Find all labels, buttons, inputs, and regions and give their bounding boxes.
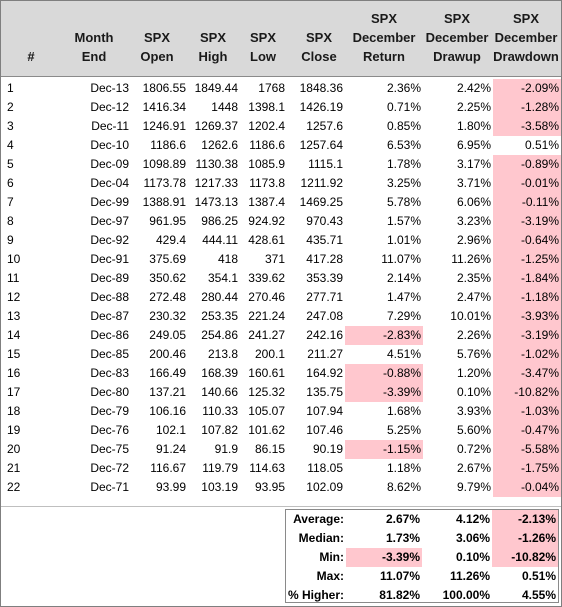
cell-num: 6 xyxy=(7,176,14,190)
cell-low: 241.27 xyxy=(248,328,285,342)
cell-low: 221.24 xyxy=(248,309,285,323)
cell-low: 924.92 xyxy=(248,214,285,228)
summary-up: 100.00% xyxy=(442,588,490,602)
cell-up: 3.23% xyxy=(456,214,491,228)
cell-ret: 1.47% xyxy=(386,290,421,304)
cell-open: 137.21 xyxy=(149,385,186,399)
cell-ret: 2.14% xyxy=(386,271,421,285)
cell-num: 3 xyxy=(7,119,14,133)
cell-open: 166.49 xyxy=(149,366,186,380)
table-row xyxy=(1,478,561,497)
cell-low: 1387.4 xyxy=(248,195,285,209)
table-row xyxy=(1,345,561,364)
cell-high: 280.44 xyxy=(201,290,238,304)
cell-up: 5.76% xyxy=(456,347,491,361)
cell-open: 93.99 xyxy=(155,480,186,494)
cell-ret: 2.36% xyxy=(386,81,421,95)
cell-num: 7 xyxy=(7,195,14,209)
cell-num: 14 xyxy=(7,328,21,342)
cell-open: 1806.55 xyxy=(142,81,186,95)
cell-close: 435.71 xyxy=(306,233,343,247)
cell-month: Dec-87 xyxy=(90,309,129,323)
cell-ret: 0.85% xyxy=(386,119,421,133)
cell-down: -3.93% xyxy=(493,307,561,326)
header-line: December xyxy=(425,30,489,45)
cell-open: 200.46 xyxy=(149,347,186,361)
cell-down: -1.02% xyxy=(493,345,561,364)
cell-up: 1.80% xyxy=(456,119,491,133)
cell-ret: 5.25% xyxy=(386,423,421,437)
cell-ret: 4.51% xyxy=(386,347,421,361)
cell-close: 107.94 xyxy=(306,404,343,418)
cell-close: 1257.64 xyxy=(299,138,343,152)
cell-high: 253.35 xyxy=(201,309,238,323)
cell-month: Dec-92 xyxy=(90,233,129,247)
cell-high: 254.86 xyxy=(201,328,238,342)
cell-close: 417.28 xyxy=(306,252,343,266)
cell-num: 16 xyxy=(7,366,21,380)
cell-num: 8 xyxy=(7,214,14,228)
cell-low: 428.61 xyxy=(248,233,285,247)
cell-down: -0.89% xyxy=(493,155,561,174)
header-line: December xyxy=(494,30,558,45)
table-row xyxy=(1,440,561,459)
summary-ret: 81.82% xyxy=(379,588,420,602)
summary-up: 11.26% xyxy=(449,569,490,583)
header-line: Open xyxy=(140,49,174,64)
cell-ret: 1.68% xyxy=(386,404,421,418)
summary-row xyxy=(286,529,558,548)
cell-ret: 1.78% xyxy=(386,157,421,171)
cell-open: 91.24 xyxy=(155,442,186,456)
header-line: Drawup xyxy=(433,49,481,64)
cell-down: -0.47% xyxy=(493,421,561,440)
summary-up: 3.06% xyxy=(455,531,490,545)
cell-month: Dec-91 xyxy=(90,252,129,266)
header-line: SPX xyxy=(305,30,332,45)
cell-close: 118.05 xyxy=(307,461,343,475)
cell-month: Dec-88 xyxy=(90,290,129,304)
cell-low: 86.15 xyxy=(254,442,285,456)
summary-ret: 11.07% xyxy=(379,569,420,583)
cell-ret: 1.01% xyxy=(386,233,421,247)
cell-open: 272.48 xyxy=(149,290,186,304)
cell-up: 10.01% xyxy=(450,309,491,323)
cell-open: 230.32 xyxy=(149,309,186,323)
cell-low: 160.61 xyxy=(248,366,285,380)
cell-num: 13 xyxy=(7,309,21,323)
cell-month: Dec-86 xyxy=(90,328,129,342)
cell-low: 125.32 xyxy=(248,385,285,399)
header-line: Low xyxy=(250,49,276,64)
column-header-down xyxy=(484,9,562,66)
cell-open: 1246.91 xyxy=(142,119,186,133)
table-row xyxy=(1,307,561,326)
cell-close: 1257.6 xyxy=(306,119,343,133)
cell-high: 354.1 xyxy=(207,271,238,285)
cell-num: 20 xyxy=(7,442,21,456)
column-header-ret xyxy=(342,9,426,66)
cell-up: 0.10% xyxy=(456,385,491,399)
cell-open: 1416.34 xyxy=(142,100,186,114)
header-line: Drawdown xyxy=(493,49,559,64)
summary-row xyxy=(286,586,558,605)
header-line: December xyxy=(352,30,416,45)
summary-label: Median: xyxy=(298,531,344,545)
header-line: SPX xyxy=(143,30,170,45)
cell-low: 339.62 xyxy=(248,271,285,285)
cell-open: 1173.78 xyxy=(143,176,186,190)
cell-down: -1.03% xyxy=(493,402,561,421)
header-line: End xyxy=(81,49,107,64)
table-row xyxy=(1,231,561,250)
cell-low: 1173.8 xyxy=(249,176,285,190)
cell-open: 350.62 xyxy=(149,271,186,285)
cell-up: 3.93% xyxy=(456,404,491,418)
cell-high: 213.8 xyxy=(207,347,238,361)
cell-up: 0.72% xyxy=(456,442,491,456)
cell-low: 371 xyxy=(264,252,285,266)
cell-month: Dec-83 xyxy=(90,366,129,380)
cell-month: Dec-97 xyxy=(90,214,129,228)
cell-month: Dec-80 xyxy=(90,385,129,399)
table-row xyxy=(1,98,561,117)
cell-low: 1186.6 xyxy=(249,138,285,152)
cell-open: 1186.6 xyxy=(150,138,186,152)
summary-down: 4.55% xyxy=(521,588,556,602)
cell-up: 2.96% xyxy=(456,233,491,247)
cell-num: 19 xyxy=(7,423,21,437)
cell-down: -3.47% xyxy=(493,364,561,383)
cell-ret: 3.25% xyxy=(386,176,421,190)
summary-up: 4.12% xyxy=(455,512,490,526)
summary-label: Max: xyxy=(316,569,344,583)
cell-close: 277.71 xyxy=(306,290,343,304)
cell-month: Dec-79 xyxy=(90,404,129,418)
header-line: SPX xyxy=(249,30,276,45)
cell-low: 1398.1 xyxy=(248,100,285,114)
cell-high: 1269.37 xyxy=(194,119,238,133)
cell-ret: 0.71% xyxy=(386,100,421,114)
cell-up: 6.95% xyxy=(456,138,491,152)
cell-down: -1.28% xyxy=(493,98,561,117)
header-line: SPX xyxy=(443,11,470,26)
cell-up: 2.26% xyxy=(456,328,491,342)
summary-label: Average: xyxy=(293,512,344,526)
header-line: High xyxy=(198,49,228,64)
cell-ret: 6.53% xyxy=(386,138,421,152)
cell-down: -1.84% xyxy=(493,269,561,288)
cell-down: -1.18% xyxy=(493,288,561,307)
summary-down: -10.82% xyxy=(492,548,558,567)
cell-close: 102.09 xyxy=(306,480,343,494)
table-row xyxy=(1,326,561,345)
cell-high: 1849.44 xyxy=(194,81,238,95)
cell-ret: -0.88% xyxy=(345,364,423,383)
summary-label: Min: xyxy=(319,550,344,564)
cell-ret: -2.83% xyxy=(345,326,423,345)
cell-low: 105.07 xyxy=(248,404,285,418)
cell-low: 101.62 xyxy=(248,423,285,437)
summary-down: -2.13% xyxy=(492,510,558,529)
table-row xyxy=(1,155,561,174)
header-line: # xyxy=(27,49,35,64)
cell-up: 1.20% xyxy=(456,366,491,380)
cell-high: 1217.33 xyxy=(194,176,238,190)
cell-high: 107.82 xyxy=(201,423,238,437)
cell-low: 1085.9 xyxy=(248,157,285,171)
cell-low: 200.1 xyxy=(254,347,285,361)
table-row xyxy=(1,212,561,231)
cell-close: 242.16 xyxy=(306,328,343,342)
cell-ret: -1.15% xyxy=(345,440,423,459)
cell-high: 1473.13 xyxy=(194,195,238,209)
cell-down: -1.75% xyxy=(493,459,561,478)
summary-down: 0.51% xyxy=(521,569,556,583)
cell-close: 1469.25 xyxy=(299,195,343,209)
cell-open: 102.1 xyxy=(155,423,186,437)
table-row xyxy=(1,288,561,307)
table-row xyxy=(1,421,561,440)
cell-month: Dec-89 xyxy=(90,271,129,285)
cell-high: 91.9 xyxy=(214,442,238,456)
cell-close: 970.43 xyxy=(306,214,343,228)
header-line: Close xyxy=(301,49,337,64)
cell-open: 249.05 xyxy=(149,328,186,342)
cell-high: 119.79 xyxy=(202,461,238,475)
table-row xyxy=(1,117,561,136)
table-row xyxy=(1,250,561,269)
header-line: Month xyxy=(74,30,114,45)
cell-month: Dec-11 xyxy=(91,119,129,133)
table-row xyxy=(1,402,561,421)
cell-close: 247.08 xyxy=(306,309,343,323)
data-rows xyxy=(1,79,561,497)
cell-close: 164.92 xyxy=(306,366,343,380)
cell-down: -3.19% xyxy=(493,326,561,345)
cell-low: 1768 xyxy=(258,81,285,95)
cell-open: 1098.89 xyxy=(142,157,186,171)
header-line: Return xyxy=(363,49,405,64)
cell-ret: 8.62% xyxy=(386,480,421,494)
cell-up: 2.47% xyxy=(456,290,491,304)
cell-month: Dec-72 xyxy=(90,461,129,475)
summary-box xyxy=(285,509,559,603)
cell-down: -0.04% xyxy=(493,478,561,497)
cell-up: 11.26% xyxy=(451,252,491,266)
cell-down: 0.51% xyxy=(524,138,559,152)
cell-month: Dec-04 xyxy=(90,176,129,190)
cell-high: 1130.38 xyxy=(195,157,238,171)
cell-up: 3.71% xyxy=(456,176,491,190)
cell-close: 1848.36 xyxy=(299,81,343,95)
cell-num: 22 xyxy=(7,480,21,494)
cell-down: -3.58% xyxy=(493,117,561,136)
cell-num: 12 xyxy=(7,290,21,304)
cell-high: 140.66 xyxy=(201,385,238,399)
cell-close: 353.39 xyxy=(306,271,343,285)
cell-low: 270.46 xyxy=(248,290,285,304)
cell-close: 135.75 xyxy=(306,385,343,399)
cell-up: 2.25% xyxy=(456,100,491,114)
header-line: SPX xyxy=(370,11,397,26)
cell-month: Dec-75 xyxy=(90,442,129,456)
cell-open: 106.16 xyxy=(149,404,186,418)
summary-ret: 2.67% xyxy=(385,512,420,526)
cell-close: 90.19 xyxy=(312,442,343,456)
cell-close: 1426.19 xyxy=(299,100,343,114)
cell-down: -0.64% xyxy=(493,231,561,250)
cell-num: 10 xyxy=(7,252,21,266)
cell-down: -2.09% xyxy=(493,79,561,98)
cell-open: 375.69 xyxy=(149,252,186,266)
summary-row xyxy=(286,510,558,529)
cell-low: 1202.4 xyxy=(248,119,285,133)
cell-num: 11 xyxy=(7,271,20,285)
cell-up: 5.60% xyxy=(456,423,491,437)
cell-down: -5.58% xyxy=(493,440,561,459)
table-row xyxy=(1,193,561,212)
cell-num: 17 xyxy=(7,385,21,399)
cell-high: 103.19 xyxy=(201,480,238,494)
table-row xyxy=(1,269,561,288)
cell-month: Dec-12 xyxy=(90,100,129,114)
summary-ret: 1.73% xyxy=(385,531,420,545)
cell-down: -3.19% xyxy=(493,212,561,231)
cell-high: 418 xyxy=(217,252,238,266)
cell-num: 21 xyxy=(7,461,21,475)
cell-high: 1262.6 xyxy=(201,138,238,152)
summary-row xyxy=(286,548,558,567)
cell-ret: 11.07% xyxy=(381,252,421,266)
cell-open: 1388.91 xyxy=(142,195,186,209)
summary-divider xyxy=(1,506,561,507)
cell-up: 3.17% xyxy=(456,157,491,171)
cell-num: 9 xyxy=(7,233,14,247)
cell-ret: 7.29% xyxy=(386,309,421,323)
cell-num: 4 xyxy=(7,138,14,152)
cell-open: 961.95 xyxy=(149,214,186,228)
summary-down: -1.26% xyxy=(492,529,558,548)
cell-down: -10.82% xyxy=(493,383,561,402)
cell-num: 5 xyxy=(7,157,14,171)
table-row xyxy=(1,364,561,383)
cell-high: 986.25 xyxy=(201,214,238,228)
cell-month: Dec-10 xyxy=(90,138,129,152)
cell-up: 9.79% xyxy=(456,480,491,494)
cell-close: 107.46 xyxy=(306,423,343,437)
cell-up: 2.35% xyxy=(456,271,491,285)
cell-high: 1448 xyxy=(211,100,238,114)
cell-high: 110.33 xyxy=(202,404,238,418)
cell-month: Dec-76 xyxy=(90,423,129,437)
cell-down: -1.25% xyxy=(493,250,561,269)
cell-month: Dec-85 xyxy=(90,347,129,361)
cell-ret: 1.57% xyxy=(386,214,421,228)
cell-close: 211.27 xyxy=(307,347,343,361)
cell-month: Dec-71 xyxy=(90,480,129,494)
table-row xyxy=(1,459,561,478)
table-row xyxy=(1,79,561,98)
cell-up: 2.42% xyxy=(456,81,491,95)
cell-month: Dec-99 xyxy=(90,195,129,209)
table-row xyxy=(1,383,561,402)
header-line: SPX xyxy=(199,30,226,45)
cell-close: 1211.92 xyxy=(300,176,343,190)
cell-close: 1115.1 xyxy=(308,157,343,171)
summary-row xyxy=(286,567,558,586)
header-line: SPX xyxy=(512,11,539,26)
summary-up: 0.10% xyxy=(455,550,490,564)
cell-month: Dec-13 xyxy=(90,81,129,95)
cell-low: 114.63 xyxy=(249,461,285,475)
cell-num: 15 xyxy=(7,347,21,361)
table-row xyxy=(1,136,561,155)
table-header xyxy=(1,1,561,77)
cell-open: 116.67 xyxy=(150,461,186,475)
cell-ret: 5.78% xyxy=(386,195,421,209)
cell-ret: 1.18% xyxy=(386,461,421,475)
cell-up: 6.06% xyxy=(456,195,491,209)
cell-ret: -3.39% xyxy=(345,383,423,402)
cell-down: -0.11% xyxy=(493,193,561,212)
cell-low: 93.95 xyxy=(254,480,285,494)
summary-label: % Higher: xyxy=(287,588,344,602)
cell-down: -0.01% xyxy=(493,174,561,193)
cell-high: 168.39 xyxy=(201,366,238,380)
table-row xyxy=(1,174,561,193)
cell-high: 444.11 xyxy=(202,233,238,247)
summary-ret: -3.39% xyxy=(346,548,422,567)
cell-open: 429.4 xyxy=(155,233,186,247)
cell-num: 2 xyxy=(7,100,14,114)
cell-month: Dec-09 xyxy=(90,157,129,171)
cell-up: 2.67% xyxy=(456,461,491,475)
cell-num: 18 xyxy=(7,404,21,418)
cell-num: 1 xyxy=(7,81,14,95)
